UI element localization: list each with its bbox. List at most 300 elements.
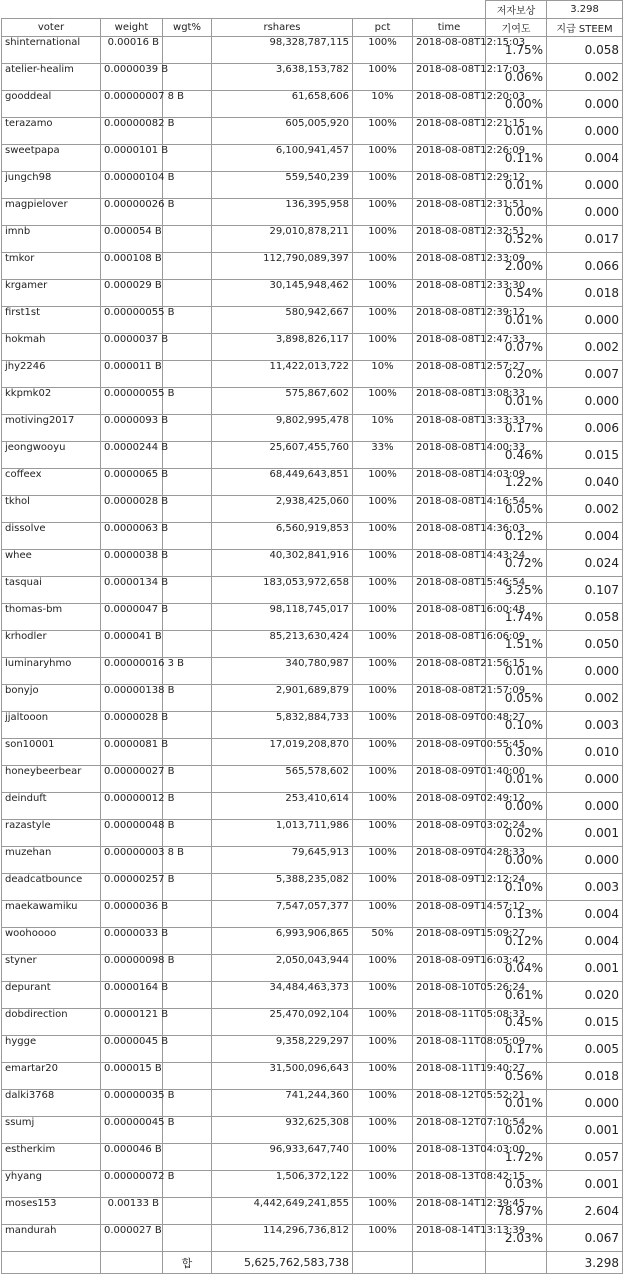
cell-contribution: 0.11% bbox=[486, 145, 547, 172]
header-rshares: rshares bbox=[212, 19, 353, 37]
cell-time: 2018-08-09T16:03:42 bbox=[413, 955, 486, 982]
cell-contribution: 0.01% bbox=[486, 658, 547, 685]
table-row bbox=[2, 469, 623, 496]
cell-pct: 100% bbox=[353, 712, 413, 739]
cell-time: 2018-08-09T00:55:45 bbox=[413, 739, 486, 766]
cell-pct: 100% bbox=[353, 685, 413, 712]
cell-rshares: 1,506,372,122 bbox=[212, 1171, 353, 1198]
cell-rshares: 98,118,745,017 bbox=[212, 604, 353, 631]
table-row bbox=[2, 685, 623, 712]
cell-wgt-pct bbox=[163, 928, 212, 955]
table-row bbox=[2, 253, 623, 280]
cell-weight: 0.00016 B bbox=[101, 37, 163, 64]
cell-weight: 0.000041 B bbox=[101, 631, 163, 658]
table-row bbox=[2, 793, 623, 820]
cell-voter: jhy2246 bbox=[2, 361, 101, 388]
cell-pct: 100% bbox=[353, 604, 413, 631]
cell-contribution: 0.01% bbox=[486, 307, 547, 334]
cell-pct: 100% bbox=[353, 469, 413, 496]
cell-pct: 100% bbox=[353, 307, 413, 334]
cell-rshares: 575,867,602 bbox=[212, 388, 353, 415]
cell-contribution: 0.10% bbox=[486, 712, 547, 739]
cell-weight: 0.0000037 B bbox=[101, 334, 163, 361]
cell-pct: 100% bbox=[353, 631, 413, 658]
cell-contribution: 0.12% bbox=[486, 523, 547, 550]
cell-weight: 0.00000055 B bbox=[101, 388, 163, 415]
cell-time: 2018-08-08T12:32:51 bbox=[413, 226, 486, 253]
table-row bbox=[2, 739, 623, 766]
cell-rshares: 40,302,841,916 bbox=[212, 550, 353, 577]
cell-payout: 0.004 bbox=[547, 145, 623, 172]
cell-voter: deinduft bbox=[2, 793, 101, 820]
cell-time: 2018-08-08T14:00:33 bbox=[413, 442, 486, 469]
cell-voter: maekawamiku bbox=[2, 901, 101, 928]
cell-time: 2018-08-08T15:46:54 bbox=[413, 577, 486, 604]
cell-contribution: 0.01% bbox=[486, 766, 547, 793]
cell-voter: whee bbox=[2, 550, 101, 577]
cell-contribution: 1.75% bbox=[486, 37, 547, 64]
cell-rshares: 68,449,643,851 bbox=[212, 469, 353, 496]
header-contribution: 기여도 bbox=[486, 19, 547, 37]
cell-weight: 0.000108 B bbox=[101, 253, 163, 280]
cell-wgt-pct bbox=[163, 739, 212, 766]
cell-wgt-pct bbox=[163, 334, 212, 361]
cell-pct: 33% bbox=[353, 442, 413, 469]
cell-contribution: 78.97% bbox=[486, 1198, 547, 1225]
cell-payout: 0.004 bbox=[547, 523, 623, 550]
cell-rshares: 11,422,013,722 bbox=[212, 361, 353, 388]
header-payout: 지급 STEEM bbox=[547, 19, 623, 37]
cell-voter: hokmah bbox=[2, 334, 101, 361]
cell-wgt-pct bbox=[163, 361, 212, 388]
table-row bbox=[2, 442, 623, 469]
cell-voter: luminaryhmo bbox=[2, 658, 101, 685]
cell-time: 2018-08-08T12:29:12 bbox=[413, 172, 486, 199]
cell-rshares: 79,645,913 bbox=[212, 847, 353, 874]
cell-weight: 0.0000039 B bbox=[101, 64, 163, 91]
cell-voter: first1st bbox=[2, 307, 101, 334]
cell-pct: 100% bbox=[353, 172, 413, 199]
cell-wgt-pct bbox=[163, 1144, 212, 1171]
cell-contribution: 0.54% bbox=[486, 280, 547, 307]
table-row bbox=[2, 523, 623, 550]
cell-voter: styner bbox=[2, 955, 101, 982]
cell-pct: 100% bbox=[353, 658, 413, 685]
table-body bbox=[2, 37, 623, 1252]
cell-voter: kkpmk02 bbox=[2, 388, 101, 415]
cell-rshares: 98,328,787,115 bbox=[212, 37, 353, 64]
table-row bbox=[2, 1063, 623, 1090]
cell-payout: 0.000 bbox=[547, 847, 623, 874]
cell-pct: 100% bbox=[353, 793, 413, 820]
cell-time: 2018-08-09T14:57:12 bbox=[413, 901, 486, 928]
header-row bbox=[2, 19, 623, 37]
cell-weight: 0.00000026 B bbox=[101, 199, 163, 226]
cell-time: 2018-08-08T14:03:09 bbox=[413, 469, 486, 496]
cell-wgt-pct bbox=[163, 1063, 212, 1090]
cell-contribution: 2.00% bbox=[486, 253, 547, 280]
cell-payout: 0.020 bbox=[547, 982, 623, 1009]
cell-pct: 10% bbox=[353, 415, 413, 442]
cell-voter: jjaltooon bbox=[2, 712, 101, 739]
cell-pct: 100% bbox=[353, 1144, 413, 1171]
cell-rshares: 565,578,602 bbox=[212, 766, 353, 793]
cell-time: 2018-08-08T12:39:12 bbox=[413, 307, 486, 334]
table-row bbox=[2, 901, 623, 928]
cell-wgt-pct bbox=[163, 604, 212, 631]
cell-time: 2018-08-11T05:08:33 bbox=[413, 1009, 486, 1036]
table-row bbox=[2, 874, 623, 901]
cell-pct: 100% bbox=[353, 226, 413, 253]
cell-weight: 0.0000033 B bbox=[101, 928, 163, 955]
table-row bbox=[2, 199, 623, 226]
cell-time: 2018-08-09T00:48:27 bbox=[413, 712, 486, 739]
cell-pct: 100% bbox=[353, 145, 413, 172]
cell-weight: 0.0000081 B bbox=[101, 739, 163, 766]
cell-pct: 100% bbox=[353, 766, 413, 793]
cell-pct: 100% bbox=[353, 118, 413, 145]
cell-weight: 0.0000244 B bbox=[101, 442, 163, 469]
cell-weight: 0.000011 B bbox=[101, 361, 163, 388]
cell-rshares: 253,410,614 bbox=[212, 793, 353, 820]
voters-table bbox=[1, 0, 623, 1274]
cell-time: 2018-08-08T12:57:27 bbox=[413, 361, 486, 388]
cell-payout: 0.067 bbox=[547, 1225, 623, 1252]
table-row bbox=[2, 226, 623, 253]
table-row bbox=[2, 1171, 623, 1198]
cell-rshares: 85,213,630,424 bbox=[212, 631, 353, 658]
cell-voter: woohoooo bbox=[2, 928, 101, 955]
cell-voter: emartar20 bbox=[2, 1063, 101, 1090]
cell-pct: 100% bbox=[353, 1225, 413, 1252]
cell-rshares: 5,832,884,733 bbox=[212, 712, 353, 739]
cell-rshares: 9,802,995,478 bbox=[212, 415, 353, 442]
table-row bbox=[2, 658, 623, 685]
cell-rshares: 1,013,711,986 bbox=[212, 820, 353, 847]
author-reward-label: 저자보상 bbox=[486, 1, 547, 19]
cell-payout: 0.000 bbox=[547, 766, 623, 793]
cell-time: 2018-08-08T12:33:30 bbox=[413, 280, 486, 307]
cell-time: 2018-08-11T08:05:09 bbox=[413, 1036, 486, 1063]
cell-rshares: 741,244,360 bbox=[212, 1090, 353, 1117]
table-row bbox=[2, 577, 623, 604]
cell-pct: 100% bbox=[353, 388, 413, 415]
cell-pct: 100% bbox=[353, 199, 413, 226]
cell-time: 2018-08-08T12:47:33 bbox=[413, 334, 486, 361]
table-row bbox=[2, 307, 623, 334]
cell-pct: 100% bbox=[353, 280, 413, 307]
table-row bbox=[2, 766, 623, 793]
cell-payout: 0.007 bbox=[547, 361, 623, 388]
cell-pct: 10% bbox=[353, 361, 413, 388]
cell-pct: 100% bbox=[353, 1090, 413, 1117]
cell-wgt-pct bbox=[163, 64, 212, 91]
cell-contribution: 0.05% bbox=[486, 496, 547, 523]
cell-rshares: 25,607,455,760 bbox=[212, 442, 353, 469]
cell-wgt-pct bbox=[163, 1009, 212, 1036]
cell-pct: 100% bbox=[353, 253, 413, 280]
table-row bbox=[2, 631, 623, 658]
table-row bbox=[2, 91, 623, 118]
table-row bbox=[2, 1009, 623, 1036]
cell-contribution: 0.10% bbox=[486, 874, 547, 901]
header-pct: pct bbox=[353, 19, 413, 37]
cell-contribution: 0.06% bbox=[486, 64, 547, 91]
cell-wgt-pct bbox=[163, 631, 212, 658]
cell-pct: 100% bbox=[353, 1198, 413, 1225]
cell-rshares: 96,933,647,740 bbox=[212, 1144, 353, 1171]
cell-voter: dobdirection bbox=[2, 1009, 101, 1036]
cell-voter: son10001 bbox=[2, 739, 101, 766]
cell-contribution: 0.00% bbox=[486, 91, 547, 118]
cell-weight: 0.000027 B bbox=[101, 1225, 163, 1252]
cell-voter: estherkim bbox=[2, 1144, 101, 1171]
cell-voter: magpielover bbox=[2, 199, 101, 226]
cell-weight: 0.0000038 B bbox=[101, 550, 163, 577]
cell-contribution: 0.04% bbox=[486, 955, 547, 982]
cell-contribution: 0.07% bbox=[486, 334, 547, 361]
cell-pct: 100% bbox=[353, 1036, 413, 1063]
cell-payout: 0.000 bbox=[547, 1090, 623, 1117]
cell-payout: 0.050 bbox=[547, 631, 623, 658]
cell-rshares: 31,500,096,643 bbox=[212, 1063, 353, 1090]
author-reward-row bbox=[2, 1, 623, 19]
cell-payout: 0.000 bbox=[547, 307, 623, 334]
cell-time: 2018-08-08T21:57:09 bbox=[413, 685, 486, 712]
cell-pct: 100% bbox=[353, 1009, 413, 1036]
cell-payout: 0.015 bbox=[547, 1009, 623, 1036]
cell-rshares: 932,625,308 bbox=[212, 1117, 353, 1144]
header-weight: weight bbox=[101, 19, 163, 37]
cell-voter: jeongwooyu bbox=[2, 442, 101, 469]
cell-rshares: 34,484,463,373 bbox=[212, 982, 353, 1009]
cell-voter: mandurah bbox=[2, 1225, 101, 1252]
cell-voter: imnb bbox=[2, 226, 101, 253]
cell-time: 2018-08-08T14:43:24 bbox=[413, 550, 486, 577]
cell-time: 2018-08-08T12:26:09 bbox=[413, 145, 486, 172]
cell-voter: atelier-healim bbox=[2, 64, 101, 91]
cell-time: 2018-08-08T13:33:33 bbox=[413, 415, 486, 442]
cell-contribution: 0.46% bbox=[486, 442, 547, 469]
cell-payout: 0.010 bbox=[547, 739, 623, 766]
cell-time: 2018-08-08T13:08:33 bbox=[413, 388, 486, 415]
cell-pct: 100% bbox=[353, 577, 413, 604]
cell-wgt-pct bbox=[163, 253, 212, 280]
cell-time: 2018-08-08T12:15:03 bbox=[413, 37, 486, 64]
cell-rshares: 340,780,987 bbox=[212, 658, 353, 685]
table-row bbox=[2, 118, 623, 145]
cell-contribution: 2.03% bbox=[486, 1225, 547, 1252]
cell-rshares: 2,938,425,060 bbox=[212, 496, 353, 523]
cell-weight: 0.000054 B bbox=[101, 226, 163, 253]
cell-time: 2018-08-08T12:31:51 bbox=[413, 199, 486, 226]
cell-contribution: 0.45% bbox=[486, 1009, 547, 1036]
cell-voter: depurant bbox=[2, 982, 101, 1009]
cell-weight: 0.00000104 B bbox=[101, 172, 163, 199]
cell-payout: 0.018 bbox=[547, 280, 623, 307]
cell-payout: 0.058 bbox=[547, 604, 623, 631]
sum-rshares: 5,625,762,583,738 bbox=[212, 1252, 353, 1274]
cell-voter: jungch98 bbox=[2, 172, 101, 199]
cell-voter: krgamer bbox=[2, 280, 101, 307]
table-row bbox=[2, 1144, 623, 1171]
cell-weight: 0.0000121 B bbox=[101, 1009, 163, 1036]
cell-rshares: 5,388,235,082 bbox=[212, 874, 353, 901]
cell-voter: tmkor bbox=[2, 253, 101, 280]
sum-row bbox=[2, 1252, 623, 1274]
cell-wgt-pct bbox=[163, 37, 212, 64]
cell-weight: 0.00000035 B bbox=[101, 1090, 163, 1117]
cell-wgt-pct bbox=[163, 523, 212, 550]
cell-weight: 0.0000028 B bbox=[101, 712, 163, 739]
cell-payout: 0.003 bbox=[547, 712, 623, 739]
cell-pct: 100% bbox=[353, 37, 413, 64]
cell-contribution: 3.25% bbox=[486, 577, 547, 604]
cell-voter: dissolve bbox=[2, 523, 101, 550]
cell-payout: 0.001 bbox=[547, 955, 623, 982]
table-row bbox=[2, 37, 623, 64]
cell-weight: 0.00000012 B bbox=[101, 793, 163, 820]
cell-payout: 0.001 bbox=[547, 820, 623, 847]
cell-payout: 0.000 bbox=[547, 658, 623, 685]
cell-payout: 0.002 bbox=[547, 334, 623, 361]
table-row bbox=[2, 1225, 623, 1252]
cell-weight: 0.0000063 B bbox=[101, 523, 163, 550]
cell-time: 2018-08-13T08:42:15 bbox=[413, 1171, 486, 1198]
cell-contribution: 1.72% bbox=[486, 1144, 547, 1171]
cell-rshares: 6,560,919,853 bbox=[212, 523, 353, 550]
cell-pct: 10% bbox=[353, 91, 413, 118]
cell-voter: coffeex bbox=[2, 469, 101, 496]
table-row bbox=[2, 550, 623, 577]
cell-wgt-pct bbox=[163, 442, 212, 469]
cell-weight: 0.00000048 B bbox=[101, 820, 163, 847]
cell-weight: 0.0000101 B bbox=[101, 145, 163, 172]
cell-pct: 100% bbox=[353, 1171, 413, 1198]
cell-pct: 100% bbox=[353, 847, 413, 874]
cell-weight: 0.0000045 B bbox=[101, 1036, 163, 1063]
cell-voter: hygge bbox=[2, 1036, 101, 1063]
cell-pct: 100% bbox=[353, 874, 413, 901]
cell-rshares: 6,100,941,457 bbox=[212, 145, 353, 172]
author-reward-value: 3.298 bbox=[547, 1, 623, 19]
cell-payout: 0.000 bbox=[547, 793, 623, 820]
table-row bbox=[2, 415, 623, 442]
cell-rshares: 25,470,092,104 bbox=[212, 1009, 353, 1036]
cell-contribution: 0.13% bbox=[486, 901, 547, 928]
cell-contribution: 1.51% bbox=[486, 631, 547, 658]
cell-payout: 0.002 bbox=[547, 685, 623, 712]
cell-contribution: 0.61% bbox=[486, 982, 547, 1009]
table-row bbox=[2, 1090, 623, 1117]
cell-rshares: 112,790,089,397 bbox=[212, 253, 353, 280]
cell-rshares: 114,296,736,812 bbox=[212, 1225, 353, 1252]
cell-rshares: 29,010,878,211 bbox=[212, 226, 353, 253]
cell-weight: 0.0000047 B bbox=[101, 604, 163, 631]
cell-voter: shinternational bbox=[2, 37, 101, 64]
cell-weight: 0.0000093 B bbox=[101, 415, 163, 442]
cell-payout: 0.017 bbox=[547, 226, 623, 253]
table-row bbox=[2, 1198, 623, 1225]
cell-time: 2018-08-11T19:40:27 bbox=[413, 1063, 486, 1090]
cell-payout: 0.040 bbox=[547, 469, 623, 496]
cell-pct: 100% bbox=[353, 982, 413, 1009]
cell-payout: 0.066 bbox=[547, 253, 623, 280]
cell-time: 2018-08-08T12:20:03 bbox=[413, 91, 486, 118]
cell-time: 2018-08-08T12:21:15 bbox=[413, 118, 486, 145]
cell-wgt-pct bbox=[163, 145, 212, 172]
cell-pct: 100% bbox=[353, 550, 413, 577]
table-row bbox=[2, 334, 623, 361]
table-row bbox=[2, 388, 623, 415]
cell-payout: 0.002 bbox=[547, 64, 623, 91]
cell-payout: 0.004 bbox=[547, 928, 623, 955]
cell-weight: 0.00000138 B bbox=[101, 685, 163, 712]
cell-time: 2018-08-14T13:13:39 bbox=[413, 1225, 486, 1252]
cell-contribution: 1.22% bbox=[486, 469, 547, 496]
table-row bbox=[2, 604, 623, 631]
cell-voter: tasquai bbox=[2, 577, 101, 604]
cell-payout: 0.005 bbox=[547, 1036, 623, 1063]
table-row bbox=[2, 928, 623, 955]
cell-pct: 100% bbox=[353, 64, 413, 91]
cell-voter: tkhol bbox=[2, 496, 101, 523]
cell-time: 2018-08-13T04:03:00 bbox=[413, 1144, 486, 1171]
cell-time: 2018-08-08T14:36:03 bbox=[413, 523, 486, 550]
cell-time: 2018-08-09T04:28:33 bbox=[413, 847, 486, 874]
cell-weight: 0.00000003 8 B bbox=[101, 847, 163, 874]
cell-pct: 100% bbox=[353, 901, 413, 928]
cell-rshares: 3,638,153,782 bbox=[212, 64, 353, 91]
cell-weight: 0.00000055 B bbox=[101, 307, 163, 334]
cell-voter: deadcatbounce bbox=[2, 874, 101, 901]
cell-rshares: 4,442,649,241,855 bbox=[212, 1198, 353, 1225]
cell-payout: 0.000 bbox=[547, 199, 623, 226]
cell-payout: 0.107 bbox=[547, 577, 623, 604]
cell-rshares: 580,942,667 bbox=[212, 307, 353, 334]
cell-contribution: 0.17% bbox=[486, 415, 547, 442]
cell-pct: 100% bbox=[353, 1063, 413, 1090]
cell-rshares: 605,005,920 bbox=[212, 118, 353, 145]
cell-payout: 0.000 bbox=[547, 91, 623, 118]
cell-rshares: 136,395,958 bbox=[212, 199, 353, 226]
header-time: time bbox=[413, 19, 486, 37]
cell-voter: motiving2017 bbox=[2, 415, 101, 442]
cell-time: 2018-08-08T16:00:48 bbox=[413, 604, 486, 631]
cell-weight: 0.000046 B bbox=[101, 1144, 163, 1171]
cell-time: 2018-08-10T05:26:24 bbox=[413, 982, 486, 1009]
table-row bbox=[2, 496, 623, 523]
cell-contribution: 0.00% bbox=[486, 199, 547, 226]
cell-weight: 0.00000007 8 B bbox=[101, 91, 163, 118]
cell-contribution: 1.74% bbox=[486, 604, 547, 631]
cell-contribution: 0.56% bbox=[486, 1063, 547, 1090]
cell-rshares: 7,547,057,377 bbox=[212, 901, 353, 928]
cell-wgt-pct bbox=[163, 415, 212, 442]
cell-payout: 0.004 bbox=[547, 901, 623, 928]
cell-wgt-pct bbox=[163, 226, 212, 253]
cell-contribution: 0.72% bbox=[486, 550, 547, 577]
cell-contribution: 0.17% bbox=[486, 1036, 547, 1063]
cell-rshares: 30,145,948,462 bbox=[212, 280, 353, 307]
cell-voter: dalki3768 bbox=[2, 1090, 101, 1117]
header-voter: voter bbox=[2, 19, 101, 37]
table-row bbox=[2, 145, 623, 172]
cell-wgt-pct bbox=[163, 1225, 212, 1252]
cell-weight: 0.0000028 B bbox=[101, 496, 163, 523]
cell-voter: ssumj bbox=[2, 1117, 101, 1144]
cell-time: 2018-08-09T02:49:12 bbox=[413, 793, 486, 820]
